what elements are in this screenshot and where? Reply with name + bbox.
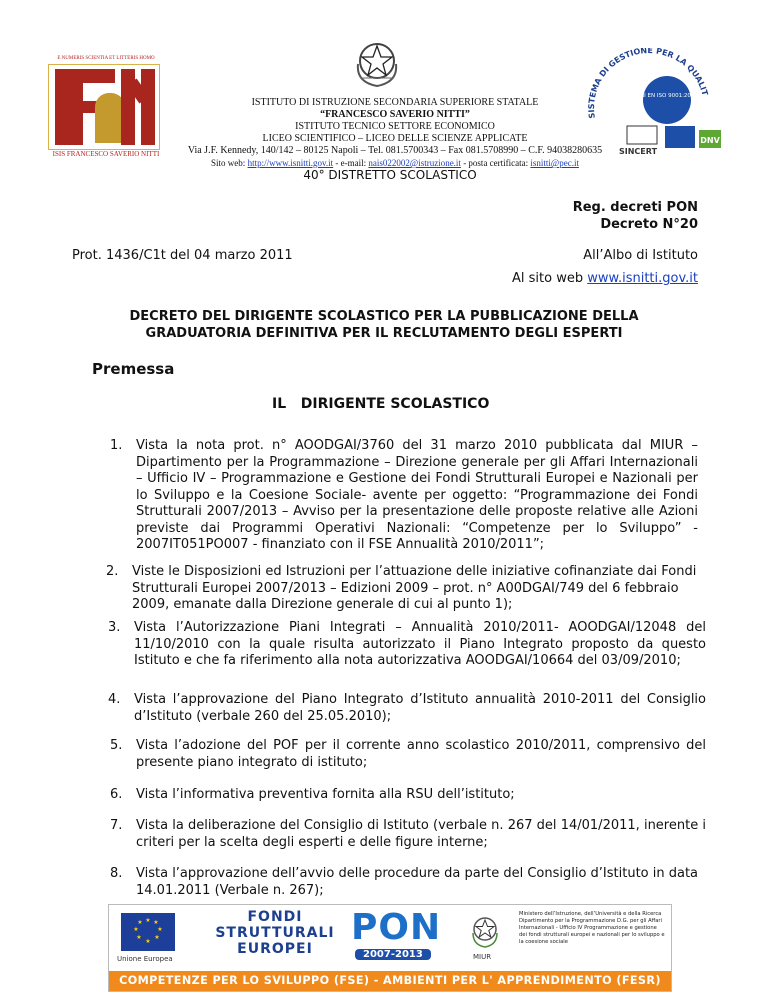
- email-prefix: - e-mail:: [333, 158, 369, 168]
- dnv-label: DNV: [700, 136, 720, 145]
- header-line4: LICEO SCIENTIFICO – LICEO DELLE SCIENZE APPLICATE: [262, 133, 528, 144]
- pec-link[interactable]: isnitti@pec.it: [530, 158, 579, 168]
- list-item: [106, 564, 708, 614]
- logo-emblem: [48, 64, 160, 150]
- funds-line1: FONDI: [247, 909, 303, 925]
- funds-line2: STRUTTURALI: [215, 925, 335, 941]
- pon-logo: PON: [351, 907, 442, 948]
- list-item: [110, 738, 706, 771]
- item-number: 3.: [108, 620, 121, 635]
- pon-footer-banner: [108, 904, 672, 992]
- web-prefix: Sito web:: [211, 158, 248, 168]
- list-item: [110, 438, 698, 554]
- svg-text:★: ★: [136, 934, 142, 941]
- quality-certification-logo: [575, 48, 723, 158]
- header-address: Via J.F. Kennedy, 140/142 – 80125 Napoli – Tel. 081.5700343 – Fax 081.5708990 – C.F. 94038280635: [187, 145, 603, 156]
- pon-years: 2007-2013: [355, 949, 431, 960]
- pec-prefix: - posta certificata:: [460, 158, 531, 168]
- school-logo: [46, 56, 166, 160]
- funds-line3: EUROPEI: [237, 941, 313, 957]
- list-item: [110, 787, 706, 804]
- eu-flag-icon: [121, 913, 175, 951]
- svg-text:★: ★: [137, 919, 143, 926]
- dirigente-heading: IL DIRIGENTE SCOLASTICO: [272, 396, 490, 412]
- item-text: Vista l’adozione del POF per il corrente anno scolastico 2010/2011, comprensivo del presente piano integrato di istituto;: [136, 738, 706, 770]
- item-text: Viste le Disposizioni ed Istruzioni per l’attuazione delle iniziative cofinanziate dai Fondi Strutturali Europei 2007/2013 – Edizioni 2009 – prot. n° A00DGAI/749 del 6 febbraio 2009, emanate dalla Direzione generale di cui al punto 1);: [132, 564, 697, 612]
- decree-title: [60, 308, 708, 342]
- cert-arc-text: SISTEMA DI GESTIONE PER LA QUALIT: [587, 48, 710, 119]
- list-item: [110, 818, 706, 851]
- item-number: 2.: [106, 564, 119, 579]
- svg-text:★: ★: [153, 919, 159, 926]
- list-item: [110, 866, 710, 899]
- item-number: 6.: [110, 787, 123, 802]
- email-link[interactable]: nais022002@istruzione.it: [368, 158, 461, 168]
- miur-label: MIUR: [473, 953, 492, 961]
- svg-text:★: ★: [145, 917, 151, 924]
- cert-iso: UNI EN ISO 9001:2008: [636, 93, 698, 99]
- banner-slogan: COMPETENZE PER LO SVILUPPO (FSE) - AMBIENTI PER L' APPRENDIMENTO (FESR): [109, 971, 671, 991]
- protocol-number: Prot. 1436/C1t del 04 marzo 2011: [72, 248, 293, 263]
- item-text: Vista l’informativa preventiva fornita alla RSU dell’istituto;: [136, 787, 515, 802]
- eu-label: Unione Europea: [117, 955, 173, 963]
- premessa-heading: Premessa: [92, 360, 175, 378]
- svg-text:★: ★: [145, 938, 151, 945]
- svg-text:★: ★: [157, 926, 163, 933]
- website-link[interactable]: http://www.isnitti.gov.it: [247, 158, 334, 168]
- title-line1: DECRETO DEL DIRIGENTE SCOLASTICO PER LA PUBBLICAZIONE DELLA: [129, 309, 639, 324]
- register-line1: Reg. decreti PON: [572, 200, 698, 215]
- item-text: Vista la deliberazione del Consiglio di Istituto (verbale n. 267 del 14/01/2011, inerente i criteri per la scelta degli esperti e delle figure interne;: [136, 818, 706, 850]
- logo-caption: ISIS FRANCESCO SAVERIO NITTI: [52, 150, 160, 158]
- item-text: Vista l’approvazione del Piano Integrato d’Istituto annualità 2010-2011 del Consiglio d’Istituto (verbale 260 del 25.05.2010);: [134, 692, 706, 724]
- list-item: [108, 620, 706, 670]
- item-number: 8.: [110, 866, 123, 881]
- item-text: Vista l’Autorizzazione Piani Integrati – Annualità 2010/2011- AOODGAI/12048 del 11/10/2010 con la quale risulta autorizzato il Piano Integrato proposto da questo Istituto e che fa riferimento alla nota autorizzativa AOODGAI/10664 del 03/09/2010;: [134, 620, 706, 668]
- register-label: [573, 199, 698, 233]
- miur-emblem: [469, 913, 501, 949]
- school-header: [160, 97, 630, 169]
- decree-number: Decreto N°20: [600, 217, 698, 232]
- title-line2: GRADUATORIA DEFINITIVA PER IL RECLUTAMENTO DEGLI ESPERTI: [145, 326, 623, 341]
- header-line3: ISTITUTO TECNICO SETTORE ECONOMICO: [295, 121, 495, 132]
- website-prefix: Al sito web: [512, 271, 588, 286]
- website-link-body[interactable]: www.isnitti.gov.it: [587, 271, 698, 286]
- svg-text:★: ★: [133, 926, 139, 933]
- item-number: 5.: [110, 738, 123, 753]
- recipient-albo: All’Albo di Istituto: [583, 248, 698, 263]
- logo-motto: E NUMERIS SCIENTIA ET LITTERIS HOMO: [57, 56, 155, 61]
- district-label: 40° DISTRETTO SCOLASTICO: [303, 168, 477, 182]
- item-number: 4.: [108, 692, 121, 707]
- item-number: 7.: [110, 818, 123, 833]
- sincert-label: SINCERT: [619, 147, 658, 156]
- list-item: [108, 692, 706, 725]
- item-text: Vista la nota prot. n° AOODGAI/3760 del 31 marzo 2010 pubblicata dal MIUR – Dipartimento per la Programmazione – Direzione generale per gli Affari Internazionali – Ufficio IV – Programmazione e Gestione dei Fondi Strutturali Europei e Nazionali per lo Sviluppo e la Coesione Sociale- avente per oggetto: “Programmazione dei Fondi Strutturali 2007/2013 – Avviso per la presentazione delle proposte relative alle Azioni previste dai Programmi Operativi Nazionali: “Competenze per lo Sviluppo” - 2007IT051PO007 - finanziato con il FSE Annualità 2010/2011”;: [136, 438, 698, 552]
- header-line2: “FRANCESCO SAVERIO NITTI”: [320, 109, 470, 120]
- header-line1: ISTITUTO DI ISTRUZIONE SECONDARIA SUPERIORE STATALE: [251, 97, 539, 108]
- structural-funds-logo: [215, 909, 335, 957]
- svg-text:★: ★: [154, 934, 160, 941]
- recipient-website: [512, 271, 698, 286]
- item-number: 1.: [110, 438, 123, 453]
- ministry-text: Ministero dell’Istruzione, dell’Università e della Ricerca Dipartimento per la Programmazione D.G. per gli Affari Internazionali - Ufficio IV Programmazione e gestione dei fondi strutturali europei e nazionali per lo sviluppo e la coesione sociale: [519, 911, 665, 945]
- republic-emblem: [352, 34, 402, 90]
- item-text: Vista l’approvazione dell’avvio delle procedure da parte del Consiglio d’Istituto in data 14.01.2011 (Verbale n. 267);: [136, 866, 699, 898]
